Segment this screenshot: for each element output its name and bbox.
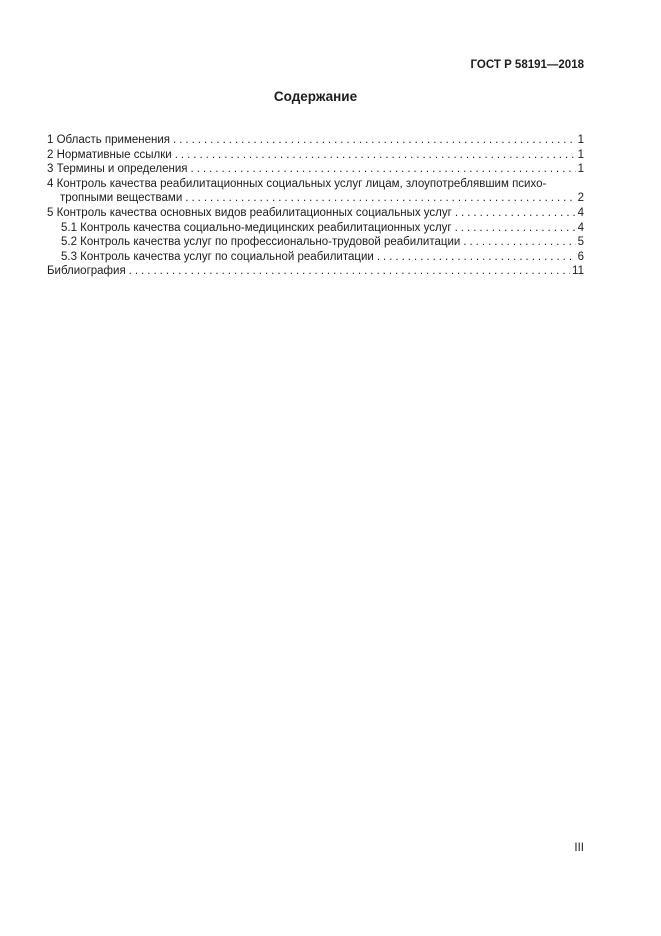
- toc-entry-label: 1 Область применения: [47, 134, 171, 146]
- toc: [47, 133, 584, 279]
- toc-entry-label: Библиография: [47, 265, 126, 278]
- toc-entry-label-continuation: тропными веществами: [60, 192, 183, 205]
- toc-entry-label: 3 Термины и определения: [47, 163, 188, 176]
- dot-leader: [463, 235, 575, 250]
- toc-entry: [47, 235, 584, 250]
- toc-entry: [47, 177, 584, 206]
- toc-entry-label: 2 Нормативные ссылки: [47, 148, 172, 161]
- toc-entry-page: 11: [572, 265, 584, 278]
- toc-entry: [47, 133, 584, 148]
- toc-entry: [47, 162, 584, 177]
- page-title: Содержание: [273, 89, 358, 104]
- toc-entry-label: 5.3 Контроль качества услуг по социальной реабилитации: [61, 250, 374, 263]
- toc-entry-page: 1: [577, 163, 584, 176]
- toc-entry-page: 5: [577, 236, 584, 249]
- dot-leader: [455, 221, 576, 236]
- dot-leader: [175, 148, 576, 163]
- toc-entry-page: 4: [577, 221, 584, 234]
- dot-leader: [455, 206, 576, 221]
- toc-entry-line1: [47, 177, 584, 192]
- toc-entry-label: 4 Контроль качества реабилитационных социальных услуг лицам, злоупотреблявшим психо-: [47, 177, 547, 190]
- toc-entry: [47, 206, 584, 221]
- toc-entry-page: 2: [577, 192, 584, 205]
- toc-entry: [47, 221, 584, 236]
- folio-page-number: III: [574, 842, 584, 854]
- toc-entry-line2: [47, 191, 584, 206]
- toc-entry: [47, 148, 584, 163]
- page-content: [47, 0, 584, 279]
- toc-entry-label: 5 Контроль качества основных видов реабилитационных социальных услуг: [47, 206, 452, 219]
- doc-number: ГОСТ Р 58191—2018: [470, 59, 584, 71]
- toc-entry-page: 1: [577, 134, 584, 146]
- toc-entry-label: 5.2 Контроль качества услуг по профессионально-трудовой реабилитации: [61, 236, 461, 249]
- dot-leader: [185, 191, 575, 206]
- toc-entry: [47, 264, 584, 279]
- dot-leader: [377, 250, 576, 265]
- toc-entry-page: 1: [577, 148, 584, 161]
- dot-leader: [173, 133, 576, 148]
- toc-entry-page: 4: [577, 206, 584, 219]
- toc-entry-page: 6: [577, 250, 584, 263]
- toc-entry-label: 5.1 Контроль качества социально-медицинских реабилитационных услуг: [61, 221, 452, 234]
- dot-leader: [129, 264, 570, 279]
- toc-entry: [47, 250, 584, 265]
- dot-leader: [191, 162, 576, 177]
